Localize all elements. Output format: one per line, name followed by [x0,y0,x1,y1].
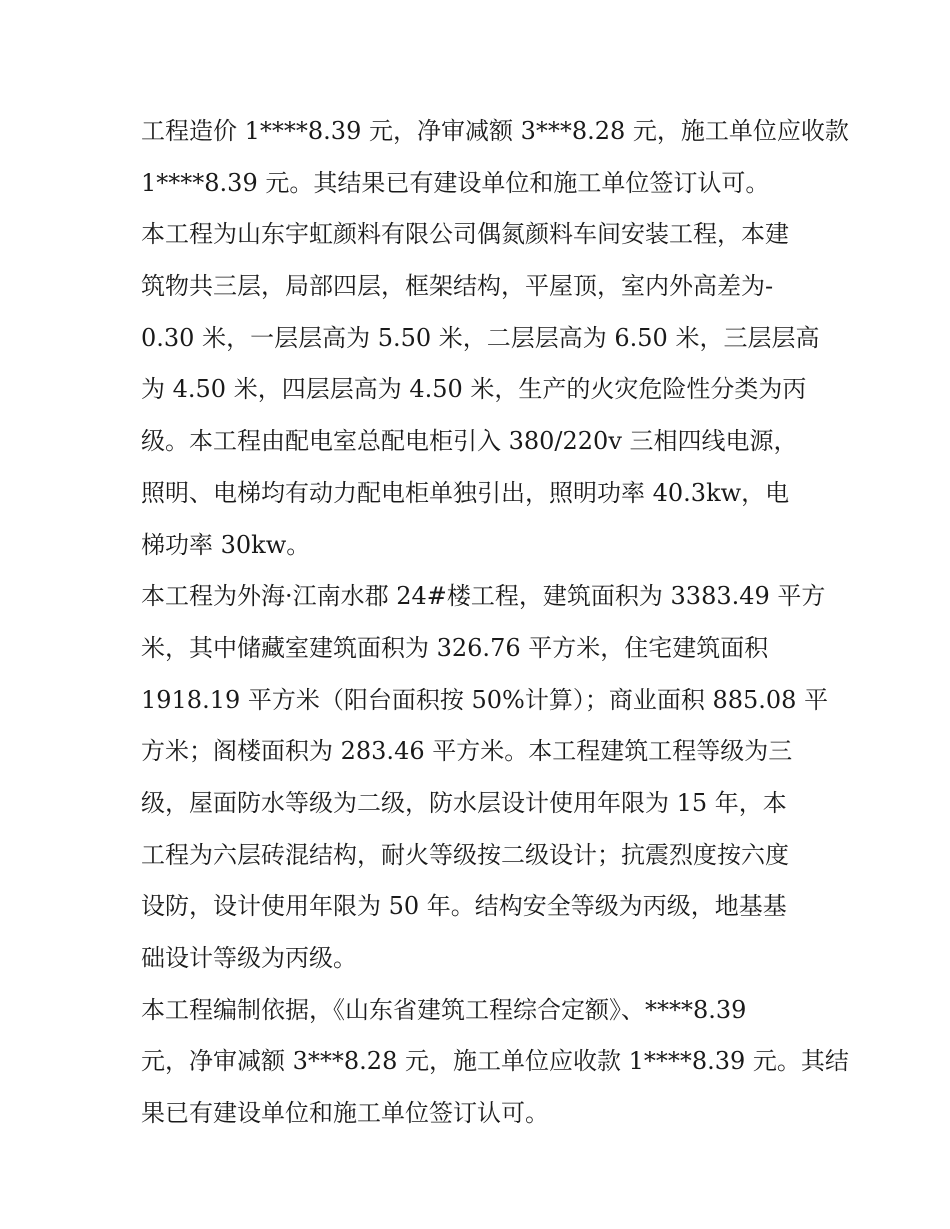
text-line: 1****8.39 元。其结果已有建设单位和施工单位签订认可。 [141,168,770,197]
text-line: 米，其中储藏室建筑面积为 326.76 平方米，住宅建筑面积 [141,633,769,662]
text-line: 方米；阁楼面积为 283.46 平方米。本工程建筑工程等级为三 [141,737,793,766]
text-line: 础设计等级为丙级。 [141,944,357,972]
text-line: 元，净审减额 3***8.28 元，施工单位应收款 1****8.39 元。其结 [141,1047,849,1076]
text-line: 级。本工程由配电室总配电柜引入 380/220v 三相四线电源， [141,427,798,456]
paragraph-pigment-workshop [141,209,820,571]
text-line: 果已有建设单位和施工单位签订认可。 [141,1099,549,1128]
text-line: 工程为六层砖混结构，耐火等级按二级设计；抗震烈度按六度 [141,840,789,869]
paragraph-building-24 [141,571,829,985]
text-line: 本工程编制依据，《山东省建筑工程综合定额》、****8.39 [141,995,747,1024]
text-line: 0.30 米，一层层高为 5.50 米，二层层高为 6.50 米，三层层高 [141,323,820,352]
text-line: 本工程为山东宇虹颜料有限公司偶氮颜料车间安装工程，本建 [141,220,789,249]
text-line: 设防，设计使用年限为 50 年。结构安全等级为丙级，地基基 [141,892,787,921]
text-line: 1918.19 平方米（阳台面积按 50%计算）；商业面积 885.08 平 [141,685,829,714]
paragraph-cost-summary [141,106,849,209]
paragraph-compilation-basis [141,985,849,1140]
text-line: 工程造价 1****8.39 元，净审减额 3***8.28 元，施工单位应收款 [141,117,849,145]
text-line: 筑物共三层，局部四层，框架结构，平屋顶，室内外高差为- [141,272,774,301]
text-line: 级，屋面防水等级为二级，防水层设计使用年限为 15 年，本 [141,788,787,817]
text-line: 梯功率 30kw。 [141,530,311,559]
text-line: 照明、电梯均有动力配电柜单独引出，照明功率 40.3kw，电 [141,478,790,507]
document-body [141,106,849,1140]
text-line: 本工程为外海·江南水郡 24#楼工程，建筑面积为 3383.49 平方 [141,582,826,611]
text-line: 为 4.50 米，四层层高为 4.50 米，生产的火灾危险性分类为丙 [141,375,807,404]
